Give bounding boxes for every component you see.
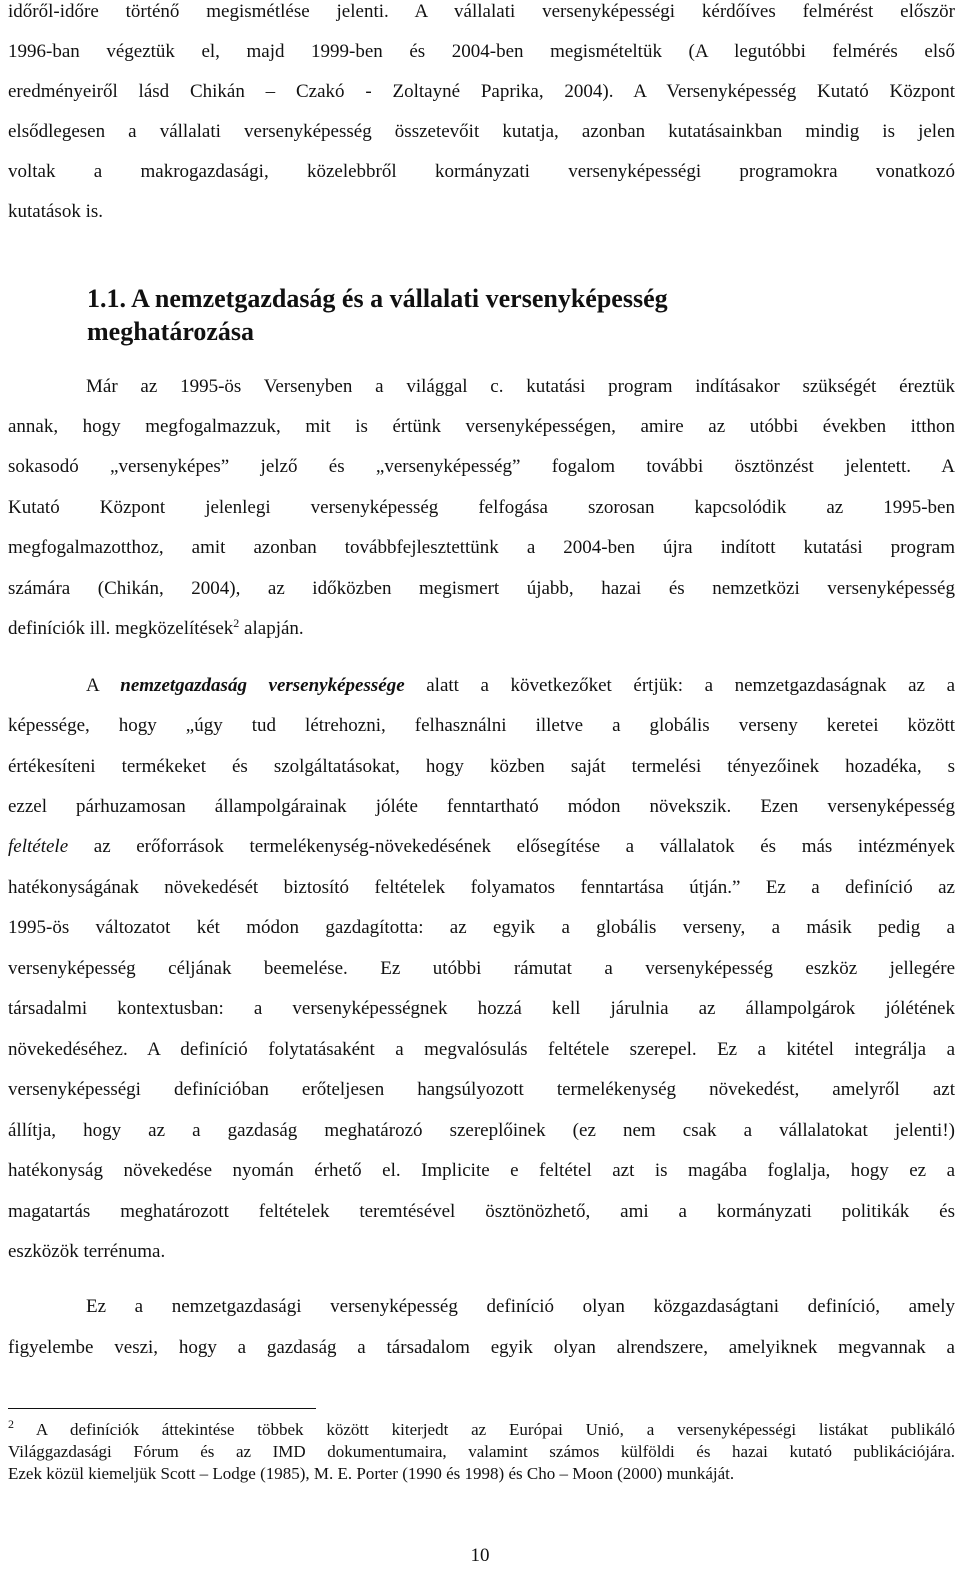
text-line: számára (Chikán, 2004), az időközben megismert újabb, hazai és nemzetközi versenyképesség — [8, 578, 955, 599]
text-line: hatékonyságának növekedését biztosító feltételek folyamatos fenntartása útján.” Ez a definíció az — [8, 877, 955, 898]
text-line: képessége, hogy „úgy tud létrehozni, felhasználni illetve a globális verseny keretei között — [8, 715, 955, 736]
footnote-line: Világgazdasági Fórum és az IMD dokumentumaira, valamint számos külföldi és hazai kutató publikációjára. — [8, 1442, 955, 1461]
text-line — [86, 674, 955, 698]
text-line: sokasodó „versenyképes” jelző és „versenyképesség” fogalom további ösztönzést jelentett. A — [8, 456, 955, 477]
text-line — [8, 617, 304, 641]
emphasis-term: feltétele — [8, 836, 69, 857]
text-line: Kutató Központ jelenlegi versenyképesség felfogása szorosan kapcsolódik az 1995-ben — [8, 497, 955, 518]
text-line — [8, 835, 955, 859]
text-line: versenyképességi definícióban erőteljesen hangsúlyozott termelékenység növekedést, amelyről azt — [8, 1079, 955, 1100]
text-line: 1996-ban végeztük el, majd 1999-ben és 2004-ben megismételtük (A legutóbbi felmérés első — [8, 41, 955, 62]
text-line: növekedéséhez. A definíció folytatásaként a megvalósulás feltétele szerepel. Ez a kitétel integrálja a — [8, 1039, 955, 1060]
footnote-ref[interactable]: 2 — [233, 616, 240, 630]
text-line: eredményeiről lásd Chikán – Czakó - Zoltayné Paprika, 2004). A Versenyképesség Kutató Központ — [8, 81, 955, 102]
text-line: értékesíteni termékeket és szolgáltatásokat, hogy közben saját termelési tényezőinek hozadéka, s — [8, 756, 955, 777]
text-span: definíciók ill. megközelítések — [8, 618, 234, 639]
footnote-line — [8, 1419, 955, 1441]
text-span: A — [86, 675, 121, 696]
heading-line-2: meghatározása — [87, 317, 255, 346]
text-span: A definíciók áttekintése többek között kiterjedt az Európai Unió, a versenyképességi listákat publikáló — [14, 1420, 955, 1439]
text-line: állítja, hogy az a gazdaság meghatározó szereplőinek (ez nem csak a vállalatokat jelenti!) — [8, 1120, 955, 1141]
text-line: eszközök terrénuma. — [8, 1241, 166, 1262]
text-line: ezzel párhuzamosan állampolgárainak jóléte fenntartható módon növekszik. Ezen versenyképesség — [8, 796, 955, 817]
heading-title: A nemzetgazdaság és a vállalati versenyképesség — [131, 284, 668, 313]
text-line: hatékonyság növekedése nyomán érhető el. Implicite e feltétel azt is magába foglalja, hogy ez a — [8, 1160, 955, 1181]
text-line: annak, hogy megfogalmazzuk, mit is értünk versenyképességen, amire az utóbbi években itthon — [8, 416, 955, 437]
text-line: 1995-ös változatot két módon gazdagította: az egyik a globális verseny, a másik pedig a — [8, 917, 955, 938]
text-span: az erőforrások termelékenység-növekedésének elősegítése a vállalatok és más intézmények — [68, 836, 955, 857]
text-line: kutatások is. — [8, 201, 103, 222]
text-line: versenyképesség céljának beemelése. Ez utóbbi rámutat a versenyképesség eszköz jellegére — [8, 958, 955, 979]
text-line: magatartás meghatározott feltételek teremtésével ösztönözhető, ami a kormányzati politikák és — [8, 1201, 955, 1222]
text-line: Már az 1995-ös Versenyben a világgal c. kutatási program indításakor szükségét éreztük — [86, 376, 955, 397]
heading-line-1 — [87, 282, 668, 315]
text-line: időről-időre történő megismétlése jelenti. A vállalati versenyképességi kérdőíves felmérést először — [8, 1, 955, 22]
text-span: alatt a következőket értjük: a nemzetgazdaságnak az a — [404, 675, 955, 696]
text-line: voltak a makrogazdasági, közelebbről kormányzati versenyképességi programokra vonatkozó — [8, 161, 955, 182]
emphasis-term: nemzetgazdaság versenyképessége — [120, 675, 405, 696]
text-line: figyelembe veszi, hogy a gazdaság a társadalom egyik olyan alrendszere, amelyiknek megvannak a — [8, 1337, 955, 1358]
footnote-marker: 2 — [8, 1417, 14, 1431]
text-line: társadalmi kontextusban: a versenyképességnek hozzá kell járulnia az állampolgárok jólétének — [8, 998, 955, 1019]
footnote-line: Ezek közül kiemeljük Scott – Lodge (1985), M. E. Porter (1990 és 1998) és Cho – Moon (2000) munkáját. — [8, 1464, 735, 1483]
text-line: megfogalmazotthoz, amit azonban továbbfejlesztettünk a 2004-ben újra indított kutatási program — [8, 537, 955, 558]
text-line: Ez a nemzetgazdasági versenyképesség definíció olyan közgazdaságtani definíció, amely — [86, 1296, 955, 1317]
footnote-divider — [8, 1408, 316, 1409]
page-number: 10 — [470, 1545, 490, 1566]
text-line: elsődlegesen a vállalati versenyképesség összetevőit kutatja, azonban kutatásainkban mindig is jelen — [8, 121, 955, 142]
text-span: alapján. — [239, 618, 304, 639]
heading-number: 1.1. — [87, 284, 126, 313]
section-heading — [87, 282, 668, 348]
